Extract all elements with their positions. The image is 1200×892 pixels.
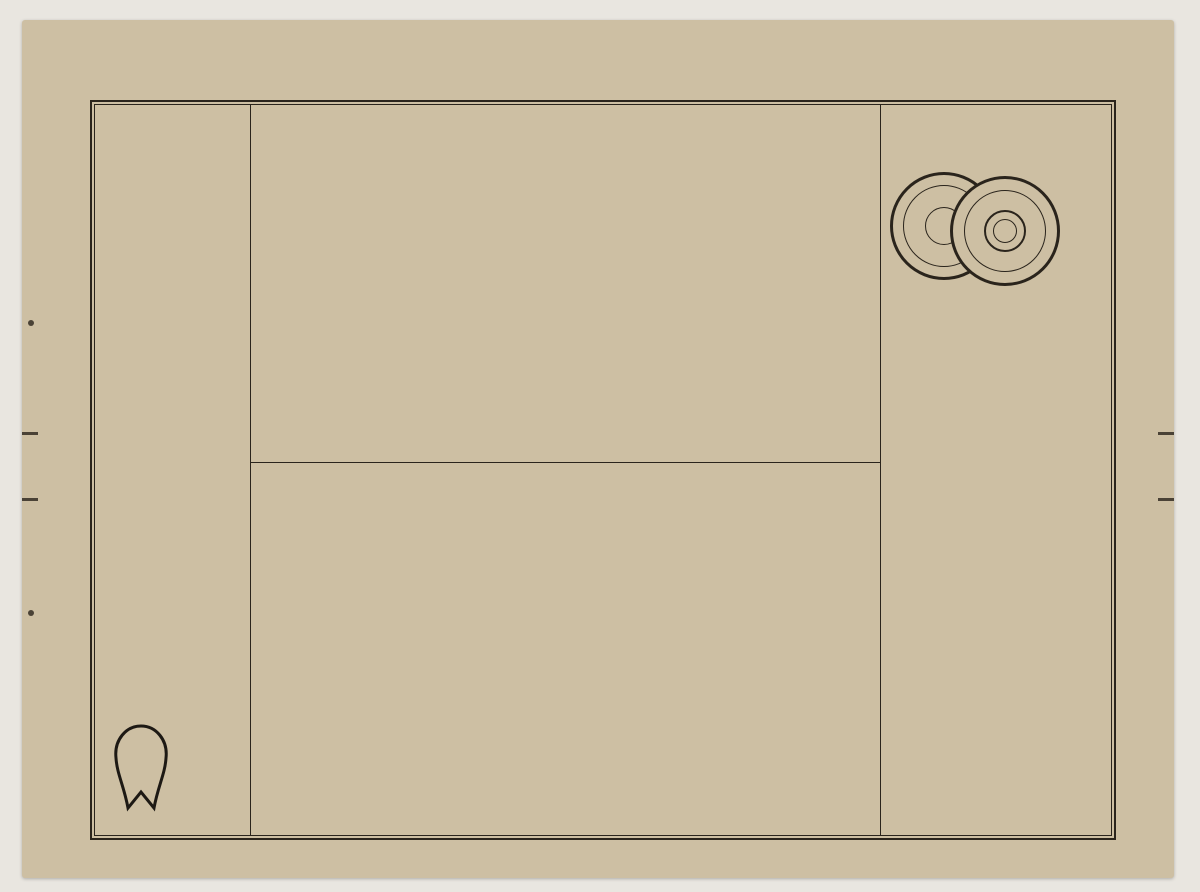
- publisher-seal: [110, 722, 172, 812]
- divider-rows: [250, 462, 880, 463]
- binding-hole: [28, 610, 34, 616]
- divider-publisher: [250, 104, 251, 836]
- binding-mark: [1158, 498, 1174, 501]
- binding-mark: [22, 432, 38, 435]
- binding-hole: [28, 320, 34, 326]
- binding-mark: [1158, 432, 1174, 435]
- medal-right: [950, 176, 1060, 286]
- binding-mark: [22, 498, 38, 501]
- divider-title: [880, 104, 881, 836]
